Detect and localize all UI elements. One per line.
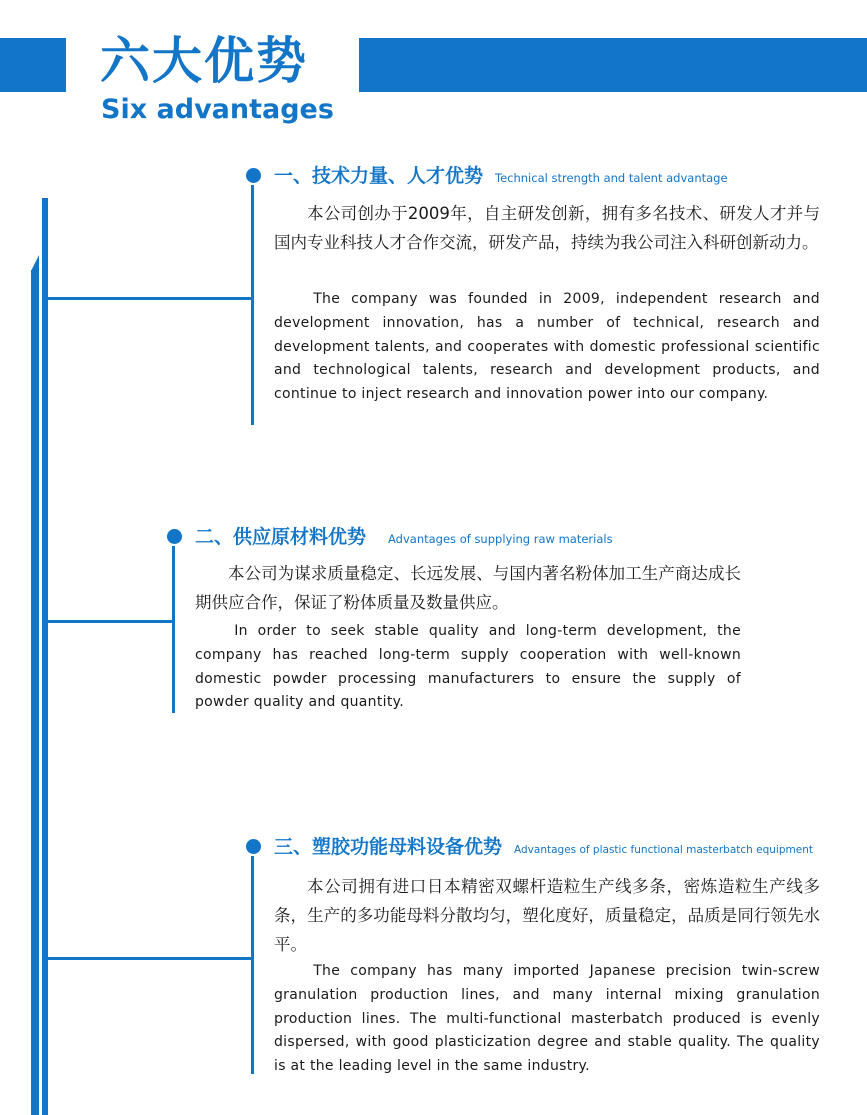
timeline-spine-tip (31, 255, 39, 271)
section-1-heading (274, 163, 728, 191)
section-1-heading-en: Technical strength and talent advantage (495, 171, 728, 185)
section-3-heading-en: Advantages of plastic functional masterbatch equipment (514, 844, 813, 856)
section-2-marker-dot (167, 529, 182, 544)
header-bar-right (359, 38, 867, 92)
section-2-body-cn: 本公司为谋求质量稳定、长远发展、与国内著名粉体加工生产商达成长期供应合作，保证了粉体质量及数量供应。 (195, 564, 741, 612)
section-3-branch (48, 957, 254, 960)
header-bar-left (0, 38, 66, 92)
section-3-marker-dot (246, 839, 261, 854)
section-3-connector (251, 856, 254, 1074)
section-2-heading (195, 524, 613, 552)
page-title: 六大优势 (100, 32, 308, 90)
timeline-spine-outer (31, 270, 39, 1115)
section-1-marker-dot (246, 168, 261, 183)
section-1-connector (251, 185, 254, 425)
section-1-heading-cn: 一、技术力量、人才优势 (274, 165, 484, 187)
section-2-heading-cn: 二、供应原材料优势 (195, 526, 367, 548)
section-3-heading-cn: 三、塑胶功能母料设备优势 (274, 836, 503, 858)
section-3-body-cn: 本公司拥有进口日本精密双螺杆造粒生产线多条，密炼造粒生产线多条，生产的多功能母料分散均匀，塑化度好，质量稳定，品质是同行领先水平。 (274, 877, 820, 954)
page-subtitle: Six advantages (101, 94, 334, 125)
section-1-branch (48, 297, 254, 300)
section-2-heading-en: Advantages of supplying raw materials (388, 532, 613, 546)
section-2-body-en: In order to seek stable quality and long-term development, the company has reached long-term supply cooperation with well-known domestic powder processing manufacturers to ensure the supply of powder quality and quantity. (195, 623, 741, 711)
section-1-body-cn: 本公司创办于2009年，自主研发创新，拥有多名技术、研发人才并与国内专业科技人才合作交流，研发产品，持续为我公司注入科研创新动力。 (274, 204, 820, 252)
section-2-branch (48, 620, 175, 623)
timeline-spine (42, 198, 48, 1115)
section-3-body-en: The company has many imported Japanese precision twin-screw granulation production lines, and many internal mixing granulation production lines. The multi-functional masterbatch produced is evenly dispersed, with good plasticization degree and stable quality. The quality is at the leading level in the same industry. (274, 963, 820, 1075)
section-3-heading (274, 834, 813, 863)
section-1-body-en: The company was founded in 2009, independent research and development innovation, has a number of technical, research and development talents, and cooperates with domestic professional scientific and technological talents, research and development products, and continue to inject research and innovation power into our company. (274, 291, 820, 403)
section-2-connector (172, 546, 175, 713)
